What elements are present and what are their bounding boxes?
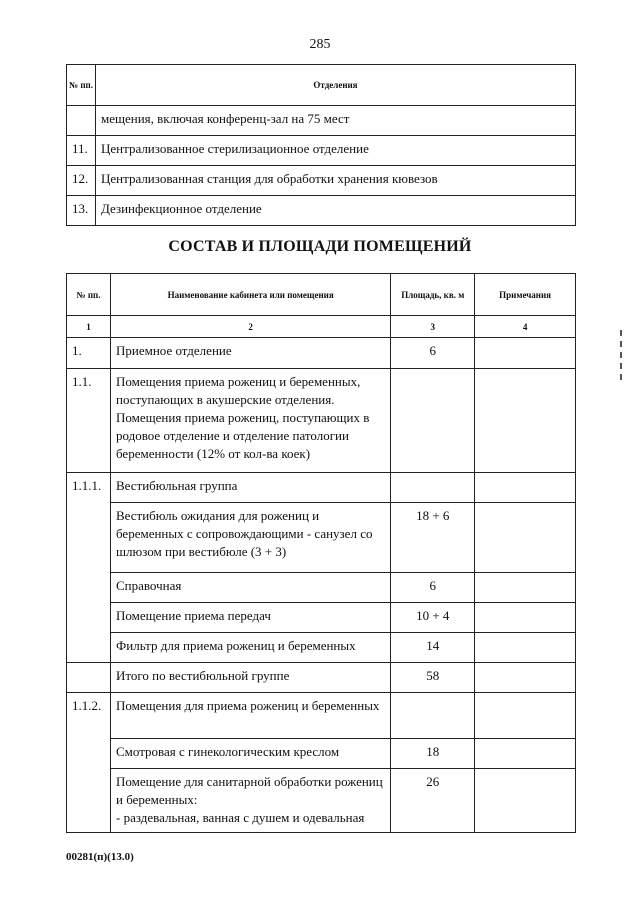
header-num: № пп. [67,274,111,316]
row-num: 1. [67,338,111,369]
row-note [475,603,576,633]
row-area: 58 [391,663,475,693]
row-name: Вестибюльная группа [110,473,390,503]
row-name: Справочная [110,573,390,603]
table-row [67,166,576,196]
row-name: Централизованная станция для обработки хранения кювезов [95,166,575,196]
table-row [67,503,576,573]
section-title: СОСТАВ И ПЛОЩАДИ ПОМЕЩЕНИЙ [168,238,472,255]
binding-mark [620,330,624,380]
row-note [475,663,576,693]
row-note [475,338,576,369]
row-area: 18 + 6 [391,503,475,573]
row-note [475,503,576,573]
table-row [67,369,576,473]
row-name: Вестибюль ожидания для рожениц и беременных с сопровождающими - санузел со шлюзом при вестибюле (3 + 3) [110,503,390,573]
row-area [391,369,475,473]
row-name: Смотровая с гинекологическим креслом [110,739,390,769]
table-row [67,739,576,769]
row-area: 6 [391,338,475,369]
row-note [475,633,576,663]
col-number: 2 [110,316,390,338]
row-area: 18 [391,739,475,769]
row-name: Централизованное стерилизационное отделение [95,136,575,166]
row-num [67,106,96,136]
row-name: Помещение для санитарной обработки рожениц и беременных: - раздевальная, ванная с душем и одевальная [110,769,390,833]
document-code: 00281(п)(13.0) [66,851,134,863]
row-name: Фильтр для приема рожениц и беременных [110,633,390,663]
row-area: 6 [391,573,475,603]
row-area [391,693,475,739]
table-row-total [67,663,576,693]
row-name: мещения, включая конференц-зал на 75 мест [95,106,575,136]
header-room-name: Наименование кабинета или помещения [110,274,390,316]
row-note [475,739,576,769]
row-note [475,473,576,503]
header-area: Площадь, кв. м [391,274,475,316]
row-name: Дезинфекционное отделение [95,196,575,226]
table-header-row [67,65,576,106]
rooms-table [66,273,576,833]
row-area [391,473,475,503]
row-note [475,693,576,739]
row-num: 1.1.2. [67,693,111,833]
table-header-row [67,274,576,316]
table-row [67,769,576,833]
row-num: 11. [67,136,96,166]
page-number: 285 [309,37,331,52]
row-note [475,369,576,473]
row-num: 12. [67,166,96,196]
header-num: № пп. [67,65,96,106]
table-row [67,338,576,369]
row-note [475,769,576,833]
row-name: Помещение приема передач [110,603,390,633]
row-num: 13. [67,196,96,226]
row-num [67,663,111,693]
col-number: 4 [475,316,576,338]
column-number-row [67,316,576,338]
row-name: Помещения приема рожениц и беременных, поступающих в акушерские отделения. Помещения приема рожениц, поступающих в родовое отделение и отделение патологии беременности (12% от кол-ва коек) [110,369,390,473]
row-num: 1.1.1. [67,473,111,663]
table-row [67,573,576,603]
table-row [67,196,576,226]
table-row [67,603,576,633]
row-name: Помещения для приема рожениц и беременных [110,693,390,739]
row-name: Приемное отделение [110,338,390,369]
header-notes: Примечания [475,274,576,316]
departments-table [66,64,576,226]
table-row [67,136,576,166]
row-area: 10 + 4 [391,603,475,633]
header-department: Отделения [95,65,575,106]
table-row [67,633,576,663]
row-area: 14 [391,633,475,663]
row-num: 1.1. [67,369,111,473]
table-row [67,693,576,739]
row-note [475,573,576,603]
row-name: Итого по вестибюльной группе [110,663,390,693]
col-number: 1 [67,316,111,338]
table-row [67,473,576,503]
row-area: 26 [391,769,475,833]
table-row [67,106,576,136]
col-number: 3 [391,316,475,338]
